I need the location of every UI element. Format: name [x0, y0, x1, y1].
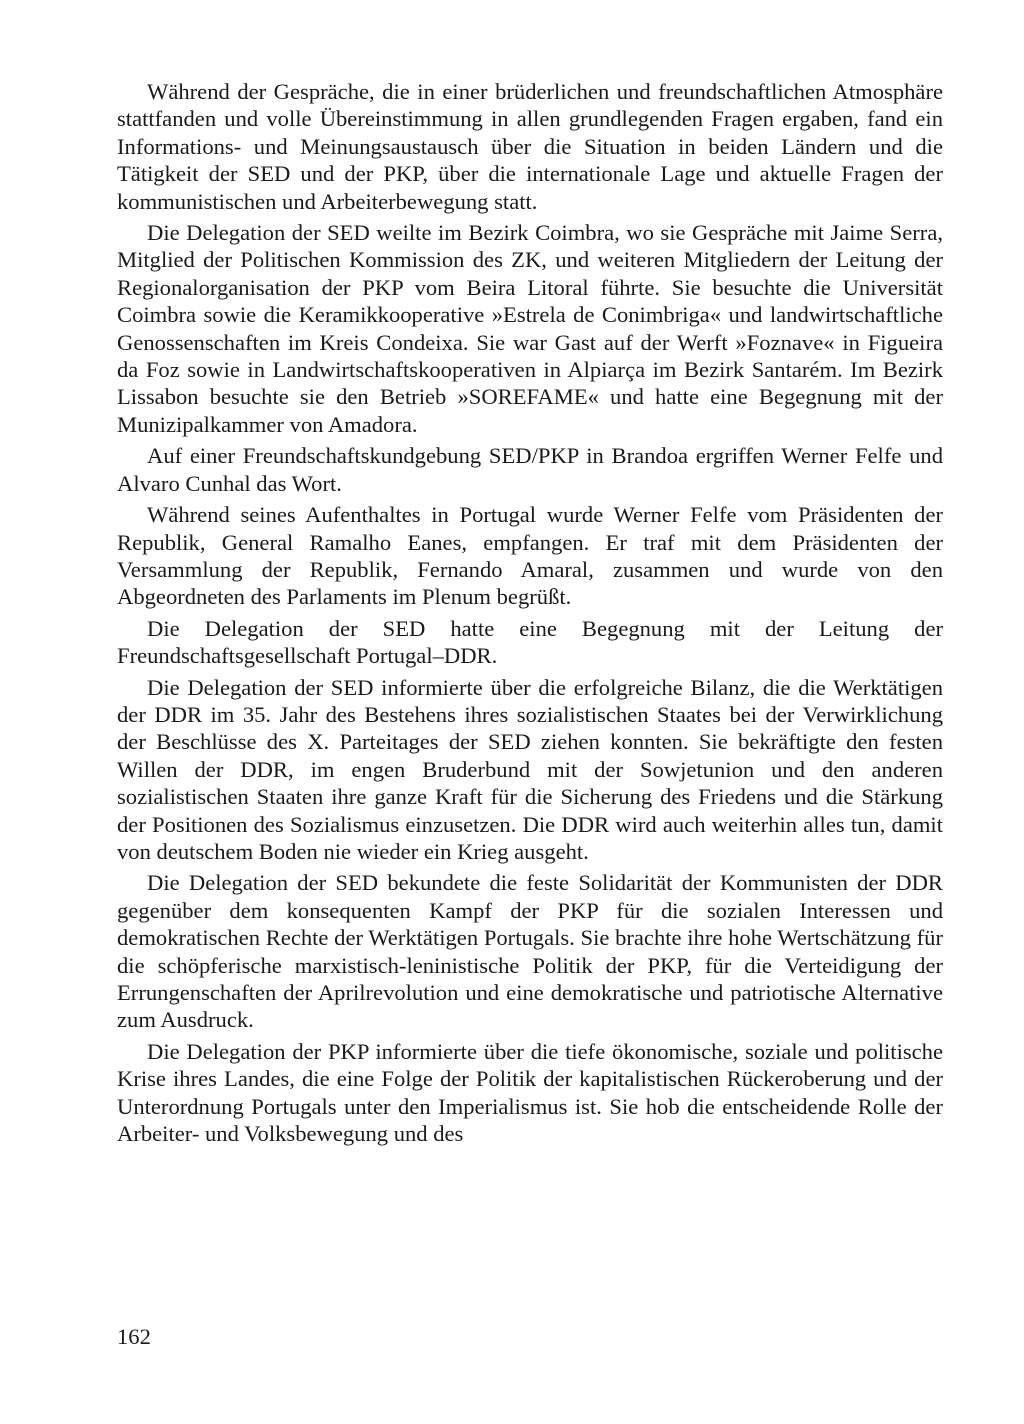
page-number: 162	[117, 1324, 151, 1349]
body-text	[117, 78, 943, 1151]
paragraph-3: Auf einer Freundschaftskundgebung SED/PKP in Brandoa ergriffen Werner Felfe und Alvaro Cunhal das Wort.	[117, 443, 943, 496]
paragraph-8: Die Delegation der PKP informierte über die tiefe ökonomische, soziale und politische Krise ihres Landes, die eine Folge der Politik der kapitalistischen Rückeroberung und der Unterordnung Portugals unter den Imperialismus ist. Sie hob die entscheidende Rolle der Arbeiter- und Volksbewegung und des	[117, 1038, 943, 1147]
paragraph-4: Während seines Aufenthaltes in Portugal wurde Werner Felfe vom Präsidenten der Republik, General Ramalho Eanes, empfangen. Er traf mit dem Präsidenten der Versammlung der Republik, Fernando Amaral, zusammen und wurde von den Abgeordneten des Parlaments im Plenum begrüßt.	[117, 502, 943, 610]
paragraph-5: Die Delegation der SED hatte eine Begegnung mit der Leitung der Freundschaftsgesellschaft Portugal–DDR.	[117, 615, 943, 669]
paragraph-1: Während der Gespräche, die in einer brüderlichen und freundschaftlichen Atmosphäre stattfanden und volle Übereinstimmung in allen grundlegenden Fragen ergaben, fand ein Informations- und Meinungsaustausch über die Situation in beiden Ländern und die Tätigkeit der SED und der PKP, über die internationale Lage und aktuelle Fragen der kommunistischen und Arbeiterbewegung statt.	[117, 79, 943, 214]
paragraph-7: Die Delegation der SED bekundete die feste Solidarität der Kommunisten der DDR gegenüber dem konsequenten Kampf der PKP für die sozialen Interessen und demokratischen Rechte der Werktätigen Portugals. Sie brachte ihre hohe Wertschätzung für die schöpferische marxistisch-leninistische Politik der PKP, für die Verteidigung der Errungenschaften der Aprilrevolution und eine demokratische und patriotische Alternative zum Ausdruck.	[117, 870, 943, 1033]
paragraph-2: Die Delegation der SED weilte im Bezirk Coimbra, wo sie Gespräche mit Jaime Serra, Mitglied der Politischen Kommission des ZK, und weiteren Mitgliedern der Leitung der Regionalorganisation der PKP vom Beira Litoral führte. Sie besuchte die Universität Coimbra sowie die Keramikkooperative »Estrela de Conimbriga« und landwirtschaftliche Genossenschaften im Kreis Condeixa. Sie war Gast auf der Werft »Foznave« in Figueira da Foz sowie in Landwirtschaftskooperativen in Alpiarça im Bezirk Santarém. Im Bezirk Lissabon besuchte sie den Betrieb »SOREFAME« und hatte eine Begegnung mit der Munizipalkammer von Amadora.	[117, 220, 943, 437]
paragraph-6: Die Delegation der SED informierte über die erfolgreiche Bilanz, die die Werktätigen der DDR im 35. Jahr des Bestehens ihres sozialistischen Staates bei der Verwirklichung der Beschlüsse des X. Parteitages der SED ziehen konnten. Sie bekräftigte den festen Willen der DDR, im engen Bruderbund mit der Sowjetunion und den anderen sozialistischen Staaten ihre ganze Kraft für die Sicherung des Friedens und die Stärkung der Positionen des Sozialismus einzusetzen. Die DDR wird auch weiterhin alles tun, damit von deutschem Boden nie wieder ein Krieg ausgeht.	[117, 674, 943, 864]
